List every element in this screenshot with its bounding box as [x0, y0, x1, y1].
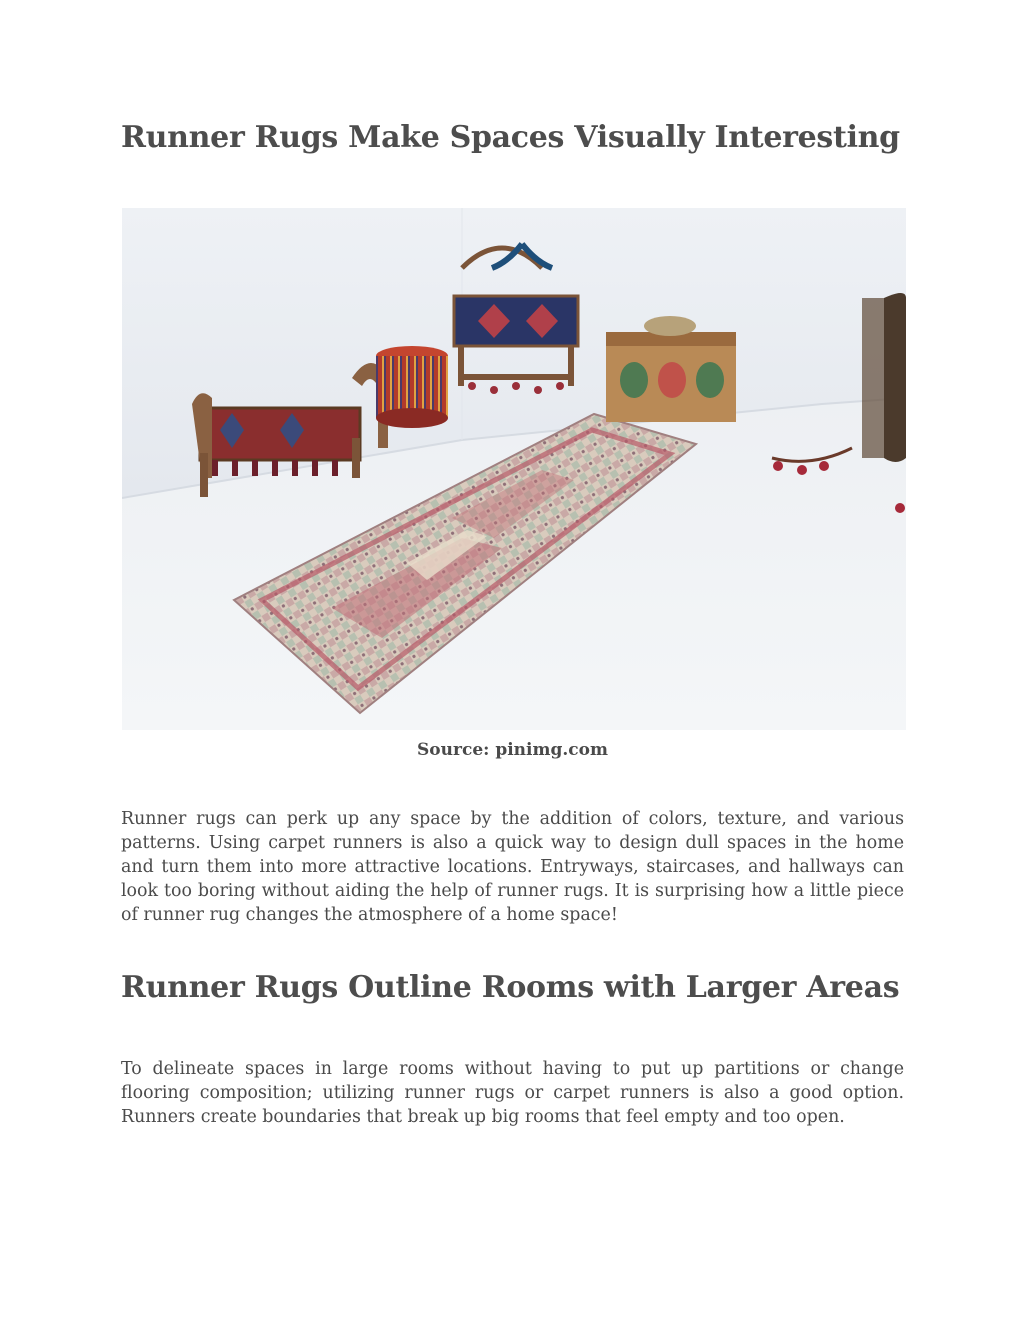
body-paragraph-1: Runner rugs can perk up any space by the addition of colors, texture, and various patterns. Using carpet runners is also a quick way to design dull spaces in the home and turn them into more attractive locations. Entryways, staircases, and hallways can look too boring without aiding the help of runner rugs. It is surprising how a little piece of runner rug changes the atmosphere of a home space! — [121, 809, 904, 925]
body-paragraph-2: To delineate spaces in large rooms without having to put up partitions or change flooring composition; utilizing runner rugs or carpet runners is also a good option. Runners create boundaries that break up big rooms that feel empty and too open. — [121, 1059, 904, 1127]
image-caption: Source: pinimg.com — [417, 740, 608, 760]
section-heading-visually-interesting: Runner Rugs Make Spaces Visually Interesting — [121, 120, 900, 155]
runner-rug-photo — [122, 208, 906, 730]
section-heading-outline-rooms: Runner Rugs Outline Rooms with Larger Areas — [121, 970, 900, 1005]
runner-rug-room-illustration — [122, 208, 906, 730]
